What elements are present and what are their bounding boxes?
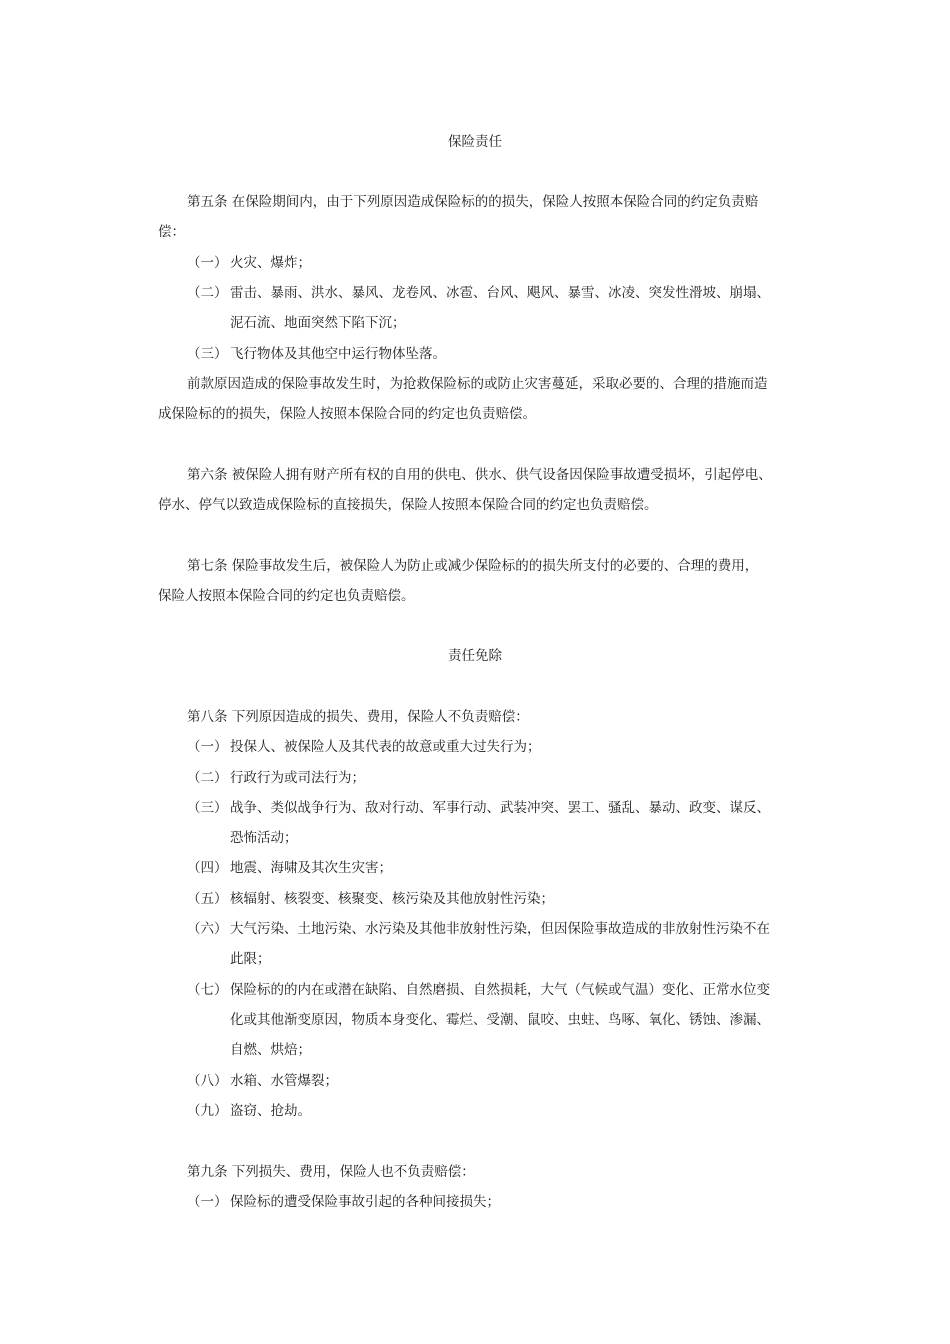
item-text: 核辐射、核裂变、核聚变、核污染及其他放射性污染； [230,891,554,907]
article-9-line-1: 第九条 下列损失、费用，保险人也不负责赔偿： [187,1164,475,1180]
item-text: 大气污染、土地污染、水污染及其他非放射性污染，但因保险事故造成的非放射性污染不在 [230,921,770,937]
article-6-line-2: 停水、停气以致造成保险标的直接损失，保险人按照本保险合同的约定也负责赔偿。 [158,497,658,513]
article-6-line-1: 第六条 被保险人拥有财产所有权的自用的供电、供水、供气设备因保险事故遭受损坏，引起停电、 [187,467,772,483]
item-text: 雷击、暴雨、洪水、暴风、龙卷风、冰雹、台风、飓风、暴雪、冰凌、突发性滑坡、崩塌、 [230,285,770,301]
item-text: 保险标的遭受保险事故引起的各种间接损失； [230,1194,500,1210]
item-label: （二） [187,770,228,786]
item-text: 自燃、烘焙； [230,1042,311,1058]
paragraph-line: 前款原因造成的保险事故发生时，为抢救保险标的或防止灾害蔓延，采取必要的、合理的措施而造 [187,376,768,392]
item-text: 泥石流、地面突然下陷下沉； [230,315,406,331]
article-5-line-1: 第五条 在保险期间内，由于下列原因造成保险标的的损失，保险人按照本保险合同的约定负责赔 [187,194,759,210]
item-label: （二） [187,285,228,301]
article-8-line-1: 第八条 下列原因造成的损失、费用，保险人不负责赔偿： [187,709,529,725]
item-text: 化或其他渐变原因，物质本身变化、霉烂、受潮、鼠咬、虫蛀、鸟啄、氧化、锈蚀、渗漏、 [230,1012,770,1028]
item-label: （四） [187,860,228,876]
article-7-line-2: 保险人按照本保险合同的约定也负责赔偿。 [158,588,415,604]
item-label: （六） [187,921,228,937]
item-label: （一） [187,739,228,755]
item-text: 投保人、被保险人及其代表的故意或重大过失行为； [230,739,541,755]
item-text: 水箱、水管爆裂； [230,1073,338,1089]
item-label: （三） [187,800,228,816]
item-label: （七） [187,982,228,998]
item-text: 战争、类似战争行为、敌对行动、军事行动、武装冲突、罢工、骚乱、暴动、政变、谋反、 [230,800,770,816]
item-label: （三） [187,346,228,362]
item-label: （八） [187,1073,228,1089]
item-text: 飞行物体及其他空中运行物体坠落。 [230,346,446,362]
item-text: 火灾、爆炸； [230,255,311,271]
item-text: 此限； [230,951,271,967]
section-heading: 责任免除 [448,648,502,664]
item-text: 盗窃、抢劫。 [230,1103,311,1119]
item-text: 恐怖活动； [230,830,298,846]
section-heading: 保险责任 [448,134,502,150]
item-label: （九） [187,1103,228,1119]
paragraph-line: 成保险标的的损失，保险人按照本保险合同的约定也负责赔偿。 [158,406,536,422]
item-text: 地震、海啸及其次生灾害； [230,860,392,876]
item-text: 行政行为或司法行为； [230,770,365,786]
article-5-line-2: 偿： [158,224,185,240]
item-label: （一） [187,255,228,271]
article-7-line-1: 第七条 保险事故发生后，被保险人为防止或减少保险标的的损失所支付的必要的、合理的费用， [187,558,759,574]
item-text: 保险标的的内在或潜在缺陷、自然磨损、自然损耗，大气（气候或气温）变化、正常水位变 [230,982,770,998]
item-label: （一） [187,1194,228,1210]
item-label: （五） [187,891,228,907]
